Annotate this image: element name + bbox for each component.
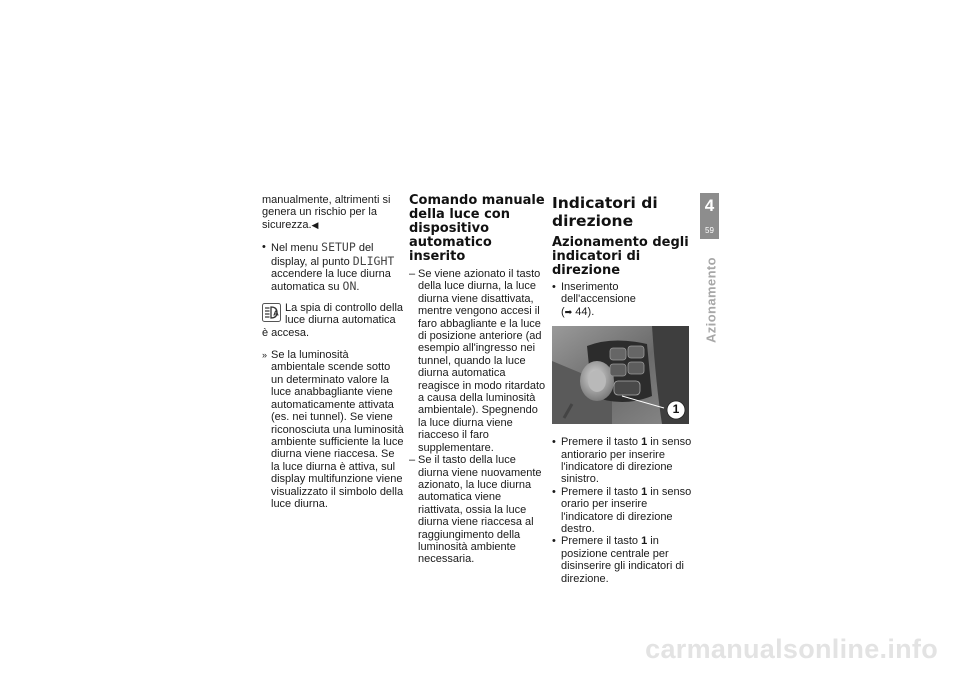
text-fragment: in senso orario per inserire l'indicatore di direzione destro. (561, 485, 692, 536)
text-fragment: Premere il tasto (561, 535, 642, 548)
result-arrow-icon: » (262, 350, 268, 361)
indicator-note (262, 302, 404, 339)
list-item (262, 241, 404, 294)
switch-photo (552, 326, 689, 424)
prerequisite-text: Inserimento dell'accensione (561, 281, 636, 306)
column-right (552, 194, 692, 593)
photo-callout-label: 1 (672, 402, 680, 417)
dash-list (409, 268, 547, 566)
list-item (552, 436, 692, 486)
list-item (552, 535, 692, 585)
text-fragment: in posizione centrale per disinserire gli indicatori di direzione. (561, 535, 684, 585)
prerequisite-list (552, 281, 692, 318)
list-item: – Se viene azionato il tasto della luce diurna, la luce diurna viene disattivata, mentre vengono accesi il faro abbagliante e la luce di posizione anteriore (ad esempio all'ingresso nei tunnel, quando la luce diurna automatica reagisce in modo ritardato a causa della luminosità ambientale). Spegnendo la luce diurna viene riacceso il faro supplementare. (409, 268, 547, 454)
result-note (262, 349, 404, 510)
section-title: Indicatori di direzione (552, 194, 658, 230)
section-heading: Comando manuale della luce con dispositivo automatico inserito (409, 193, 545, 264)
key-ref: 1 (641, 535, 648, 548)
page-number: 59 (705, 226, 714, 235)
intro-text: manualmente, altrimenti si genera un rischio per la sicurezza. (262, 194, 391, 231)
key-ref: 1 (641, 485, 648, 498)
page-ref-number: 44 (575, 305, 588, 318)
text-fragment: accendere la luce diurna automatica su (271, 268, 391, 294)
menu-item-dlight: DLIGHT (352, 253, 395, 268)
intro-paragraph (262, 194, 404, 231)
text-fragment: Premere il tasto (561, 436, 642, 449)
chapter-label: Azionamento (703, 256, 719, 344)
subsection-title: Azionamento degli indicatori di direzione (552, 235, 689, 278)
indicator-note-text: La spia di controllo della luce diurna automatica è accesa. (262, 301, 404, 339)
chapter-number: 4 (704, 196, 715, 215)
steps-list (552, 436, 692, 585)
list-item (552, 486, 692, 536)
menu-value-on: ON (342, 279, 357, 294)
text-fragment: Premere il tasto (561, 485, 642, 498)
result-note-text: Se la luminosità ambientale scende sotto un determinato valore la luce anabbagliante viene automaticamente attivata (es. nei tunnel). Se viene riconosciuta una luminosità ambiente sufficiente la luce diurna viene riaccesa. Se la luce diurna è attiva, sul display multifunzione viene visualizzato il simbolo della luce diurna. (271, 349, 404, 510)
daylight-indicator-icon (262, 303, 281, 325)
text-fragment: del display, al punto (271, 242, 374, 268)
text-fragment: Nel menu (271, 242, 322, 255)
menu-name-setup: SETUP (321, 240, 356, 255)
end-of-section-mark: ◀ (311, 219, 319, 230)
list-item: – Se il tasto della luce diurna viene nuovamente azionato, la luce diurna automatica viene riattivata, ossia la luce diurna viene riaccesa al raggiungimento della luminosità ambiente necessaria. (409, 454, 547, 566)
page-ref-arrow-icon: ➡ (564, 306, 573, 317)
column-left (262, 194, 404, 520)
setup-list (262, 241, 404, 294)
svg-text:A: A (273, 309, 279, 318)
key-ref: 1 (641, 436, 648, 449)
text-fragment: in senso antiorario per inserire l'indicatore di direzione sinistro. (561, 436, 692, 486)
column-middle (409, 194, 547, 566)
list-item: • Inserimento dell'accensione (➡ 44). (552, 281, 692, 318)
text-fragment: . (356, 281, 360, 294)
watermark: carmanualsonline.info (645, 634, 938, 664)
